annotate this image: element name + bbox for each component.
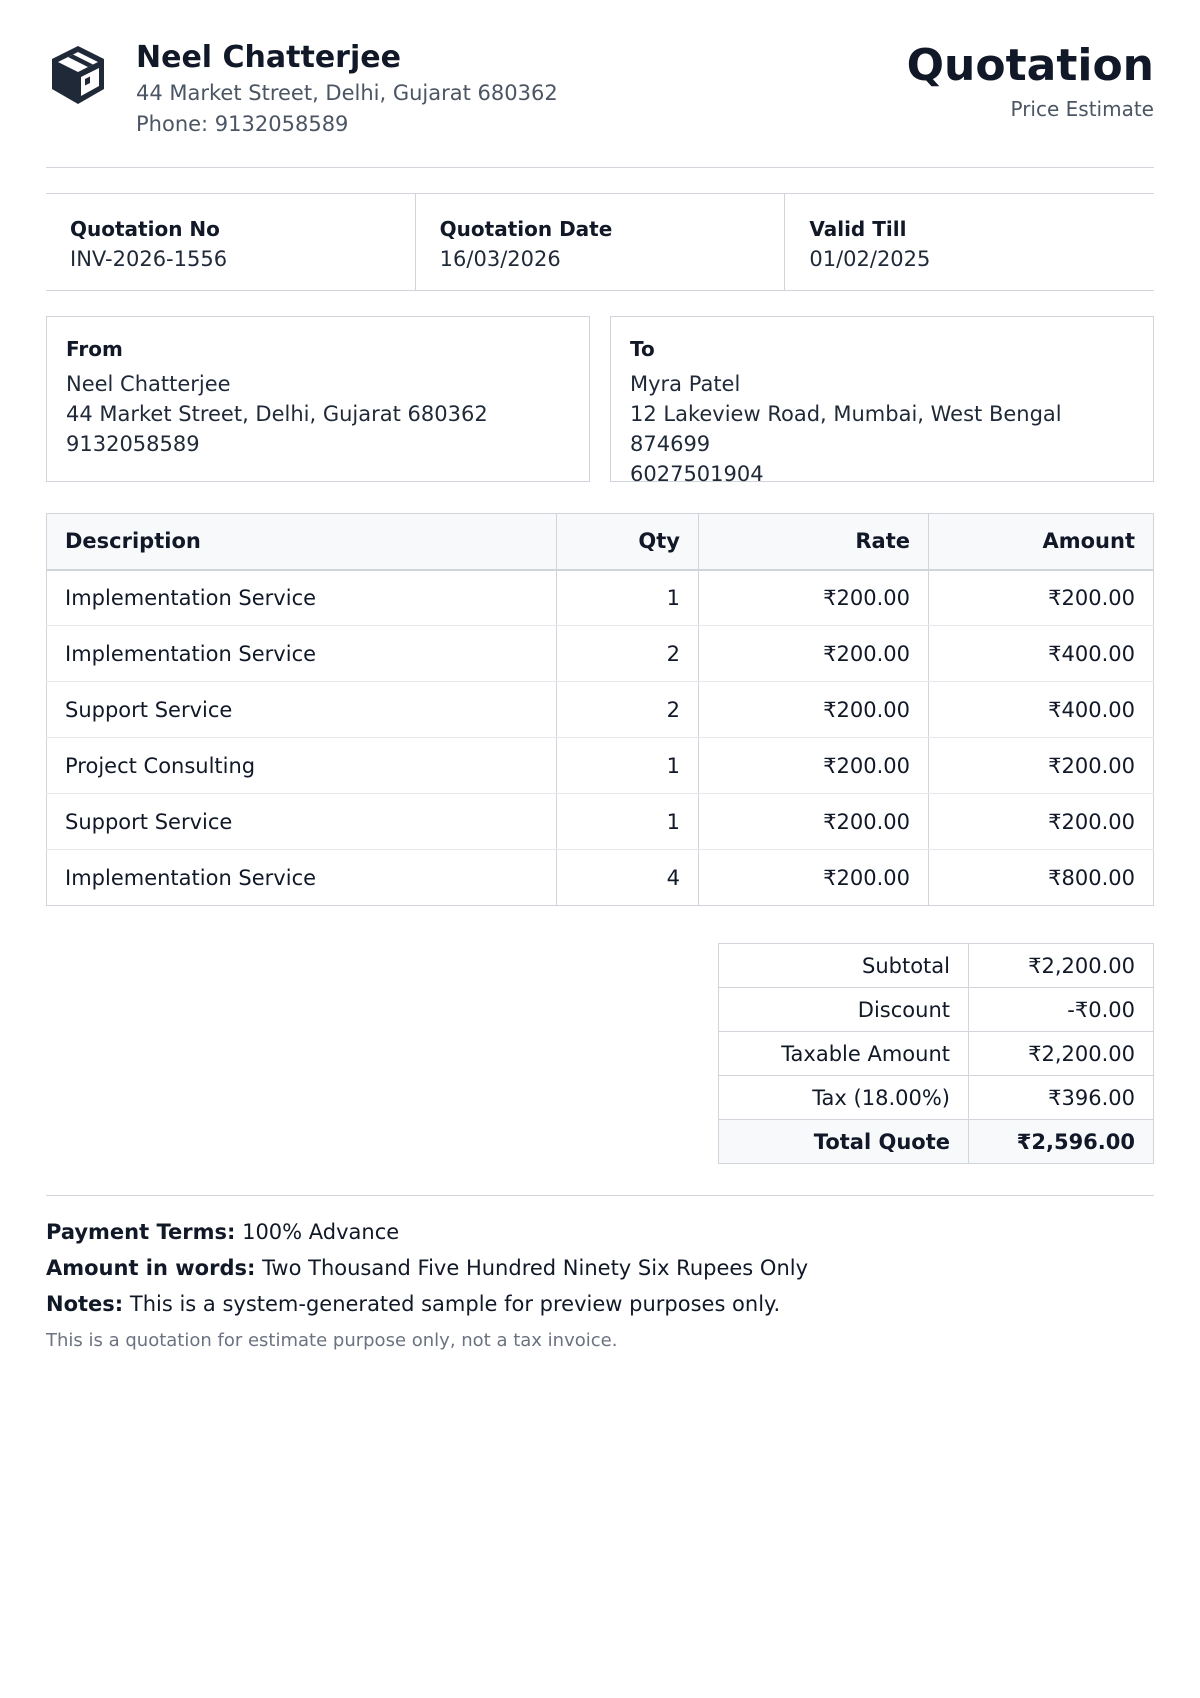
- box-icon: [46, 43, 110, 107]
- item-description: Implementation Service: [47, 570, 557, 626]
- tax-row: [719, 1076, 1154, 1120]
- items-table: [46, 513, 1154, 906]
- discount-label: Discount: [719, 988, 969, 1032]
- quotation-date-label: Quotation Date: [439, 217, 613, 241]
- company-name: Neel Chatterjee: [136, 40, 401, 75]
- title-block: [907, 40, 1154, 121]
- company-brand: [46, 40, 558, 140]
- valid-till-cell: [785, 194, 1154, 290]
- table-row: [47, 738, 1154, 794]
- item-amount: ₹400.00: [929, 626, 1154, 682]
- from-name: Neel Chatterjee: [66, 372, 231, 396]
- item-amount: ₹200.00: [929, 570, 1154, 626]
- document-title: Quotation: [906, 40, 1154, 91]
- notes-label: Notes:: [46, 1292, 124, 1316]
- taxable-amount-label: Taxable Amount: [719, 1032, 969, 1076]
- to-address: 12 Lakeview Road, Mumbai, West Bengal 874699: [630, 402, 1062, 456]
- item-amount: ₹200.00: [929, 794, 1154, 850]
- item-rate: ₹200.00: [699, 738, 929, 794]
- to-label: To: [630, 337, 655, 361]
- table-row: [47, 794, 1154, 850]
- document-header: [46, 40, 1154, 168]
- quotation-date: 16/03/2026: [439, 247, 561, 271]
- valid-till-label: Valid Till: [809, 217, 907, 241]
- amount-in-words-label: Amount in words:: [46, 1256, 256, 1280]
- amount-in-words-value: Two Thousand Five Hundred Ninety Six Rupees Only: [262, 1256, 809, 1280]
- column-header-qty: Qty: [557, 514, 699, 570]
- document-subtitle: Price Estimate: [1010, 96, 1154, 121]
- from-label: From: [66, 337, 123, 361]
- notes-value: This is a system-generated sample for preview purposes only.: [129, 1292, 781, 1316]
- table-row: [47, 626, 1154, 682]
- column-header-rate: Rate: [699, 514, 929, 570]
- items-header-row: [47, 514, 1154, 570]
- from-phone: 9132058589: [66, 432, 200, 456]
- item-description: Support Service: [47, 682, 557, 738]
- item-qty: 2: [557, 682, 699, 738]
- table-row: [47, 570, 1154, 626]
- item-description: Project Consulting: [47, 738, 557, 794]
- subtotal-label: Subtotal: [719, 944, 969, 988]
- total-quote-value: ₹2,596.00: [969, 1120, 1154, 1164]
- to-box: [610, 316, 1154, 486]
- disclaimer: This is a quotation for estimate purpose only, not a tax invoice.: [46, 1330, 618, 1351]
- from-address: 44 Market Street, Delhi, Gujarat 680362: [66, 402, 488, 426]
- table-row: [47, 850, 1154, 906]
- payment-terms-value: 100% Advance: [242, 1220, 400, 1244]
- table-row: [47, 682, 1154, 738]
- column-header-amount: Amount: [929, 514, 1154, 570]
- item-description: Support Service: [47, 794, 557, 850]
- item-amount: ₹200.00: [929, 738, 1154, 794]
- item-rate: ₹200.00: [699, 570, 929, 626]
- item-qty: 4: [557, 850, 699, 906]
- item-qty: 2: [557, 626, 699, 682]
- item-amount: ₹800.00: [929, 850, 1154, 906]
- total-quote-label: Total Quote: [719, 1120, 969, 1164]
- item-description: Implementation Service: [47, 850, 557, 906]
- quotation-number-label: Quotation No: [70, 217, 220, 241]
- quotation-number-cell: [46, 194, 416, 290]
- item-description: Implementation Service: [47, 626, 557, 682]
- to-phone: 6027501904: [630, 462, 764, 486]
- quotation-number: INV-2026-1556: [70, 247, 228, 271]
- taxable-amount-row: [719, 1032, 1154, 1076]
- to-name: Myra Patel: [630, 372, 741, 396]
- item-rate: ₹200.00: [699, 626, 929, 682]
- item-qty: 1: [557, 570, 699, 626]
- notes-section: [46, 1195, 1154, 1356]
- payment-terms: [46, 1214, 1154, 1250]
- taxable-amount-value: ₹2,200.00: [969, 1032, 1154, 1076]
- company-details: [136, 40, 558, 140]
- company-address: 44 Market Street, Delhi, Gujarat 680362: [136, 81, 558, 105]
- from-box: [46, 316, 590, 482]
- item-rate: ₹200.00: [699, 682, 929, 738]
- valid-till-date: 01/02/2025: [809, 247, 931, 271]
- quotation-meta: [46, 193, 1154, 291]
- total-quote-row: [719, 1120, 1154, 1164]
- item-rate: ₹200.00: [699, 794, 929, 850]
- payment-terms-label: Payment Terms:: [46, 1220, 236, 1244]
- item-qty: 1: [557, 794, 699, 850]
- subtotal-row: [719, 944, 1154, 988]
- company-phone: Phone: 9132058589: [136, 112, 349, 136]
- notes-line: [46, 1286, 1154, 1322]
- item-amount: ₹400.00: [929, 682, 1154, 738]
- party-details: [46, 316, 1154, 486]
- column-header-description: Description: [47, 514, 557, 570]
- quotation-date-cell: [416, 194, 786, 290]
- tax-value: ₹396.00: [969, 1076, 1154, 1120]
- item-qty: 1: [557, 738, 699, 794]
- totals-table: [718, 943, 1154, 1164]
- discount-value: -₹0.00: [969, 988, 1154, 1032]
- amount-in-words: [46, 1250, 1154, 1286]
- tax-label: Tax (18.00%): [719, 1076, 969, 1120]
- subtotal-value: ₹2,200.00: [969, 944, 1154, 988]
- totals-section: [46, 943, 1154, 1164]
- discount-row: [719, 988, 1154, 1032]
- item-rate: ₹200.00: [699, 850, 929, 906]
